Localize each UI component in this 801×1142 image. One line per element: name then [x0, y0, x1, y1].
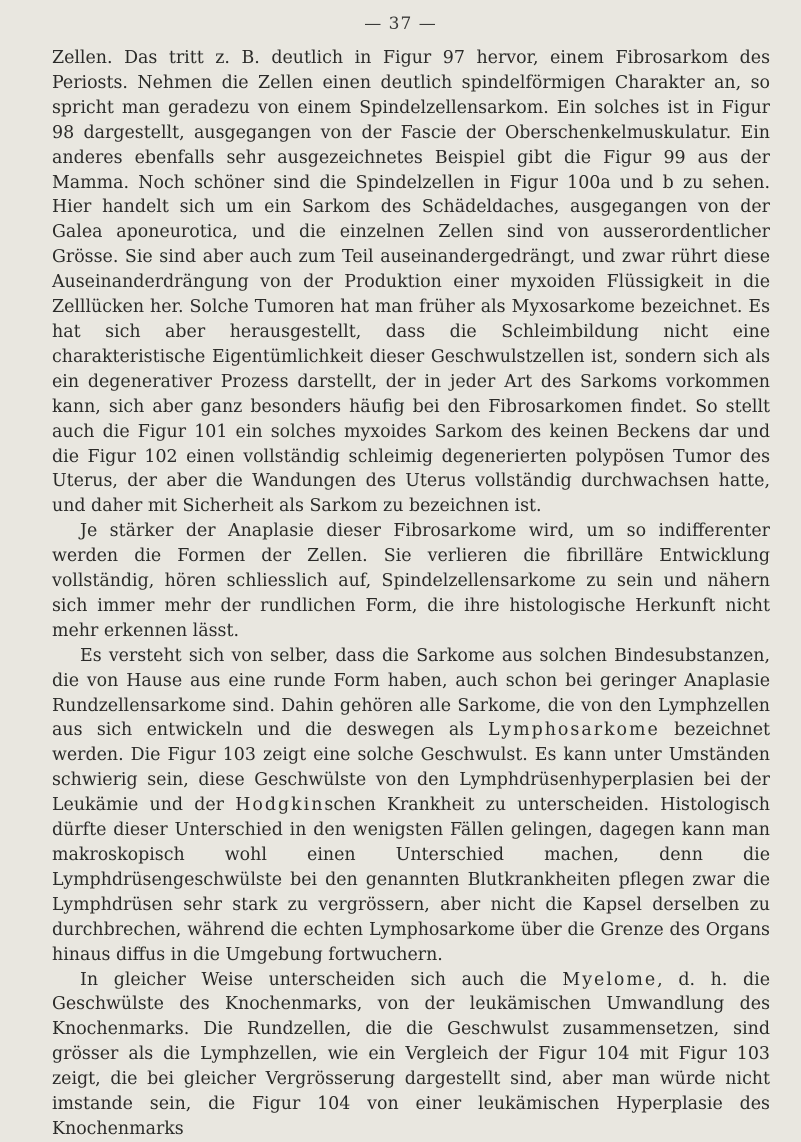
paragraph-2: Je stärker der Anaplasie dieser Fibrosarkome wird, um so indifferenter werden die Formen der Zellen. Sie verlieren die fibrilläre Entwicklung vollständig, hören schliesslich auf, Spindelzellensarkome zu sein und nähern sich immer mehr der rundlichen Form, die ihre histologische Herkunft nicht mehr erkennen lässt.: [52, 521, 770, 641]
term-lymphosarkome: Lymphosarkome: [488, 720, 660, 741]
paragraph-3-part-3: schen Krankheit zu unterscheiden. Histologisch dürfte dieser Unterschied in den wenigsten Fällen gelingen, dagegen kann man makroskopisch wohl einen Unterschied machen, denn die Lymphdrüsengeschwülste bei den genannten Blutkrankheiten pflegen zwar die Lymphdrüsen sehr stark zu vergrössern, aber nicht die Kapsel derselben zu durchbrechen, während die echten Lymphosarkome über die Grenze des Organs hinaus diffus in die Umgebung fortwuchern.: [52, 795, 770, 965]
term-myelome: Myelome: [562, 969, 658, 990]
body-text: [52, 46, 770, 1142]
page-number: — 37 —: [364, 14, 437, 34]
paragraph-1: Zellen. Das tritt z. B. deutlich in Figur 97 hervor, einem Fibrosarkom des Periosts. Nehmen die Zellen einen deutlich spindelförmigen Charakter an, so spricht man geradezu von einem Spindelzellensarkom. Ein solches ist in Figur 98 dargestellt, ausgegangen von der Fascie der Oberschenkelmuskulatur. Ein anderes ebenfalls sehr ausgezeichnetes Beispiel gibt die Figur 99 aus der Mamma. Noch schöner sind die Spindelzellen in Figur 100a und b zu sehen. Hier handelt sich um ein Sarkom des Schädeldaches, ausgegangen von der Galea aponeurotica, und die einzelnen Zellen sind von ausserordentlicher Grösse. Sie sind aber auch zum Teil auseinandergedrängt, und zwar rührt diese Auseinanderdrängung von der Produktion einer myxoiden Flüssigkeit in die Zelllücken her. Solche Tumoren hat man früher als Myxosarkome bezeichnet. Es hat sich aber herausgestellt, dass die Schleimbildung nicht eine charakteristische Eigentümlichkeit dieser Geschwulstzellen ist, sondern sich als ein degenerativer Prozess darstellt, der in jeder Art des Sarkoms vorkommen kann, sich aber ganz besonders häufig bei den Fibrosarkomen findet. So stellt auch die Figur 101 ein solches myxoides Sarkom des keinen Beckens dar und die Figur 102 einen vollständig schleimig degenerierten polypösen Tumor des Uterus, der aber die Wandungen des Uterus vollständig durchwachsen hatte, und daher mit Sicherheit als Sarkom zu bezeichnen ist.: [52, 48, 770, 517]
paragraph-4-part-1: In gleicher Weise unterscheiden sich auch die: [80, 969, 563, 990]
name-hodgkin: Hodgkin: [235, 795, 325, 816]
paragraph-4-part-2: , d. h. die Geschwülste des Knochenmarks, von der leukämischen Umwandlung des Knochenmarks. Die Rundzellen, die die Geschwulst zusammensetzen, sind grösser als die Lymphzellen, wie ein Vergleich der Figur 104 mit Figur 103 zeigt, die bei gleicher Vergrösserung dargestellt sind, aber man würde nicht imstande sein, die Figur 104 von einer leukämischen Hyperplasie des Knochenmarks: [52, 969, 770, 1139]
paragraph-4: [52, 968, 770, 1142]
paragraph-3-part-2: bezeichnet werden. Die Figur 103 zeigt eine solche Geschwulst. Es kann unter Umständen schwierig sein, diese Geschwülste von den Lymphdrüsenhyperplasien bei der Leukämie und der: [52, 720, 771, 816]
paragraph-3-part-1: Es versteht sich von selber, dass die Sarkome aus solchen Bindesubstanzen, die von Hause aus eine runde Form haben, auch schon bei geringer Anaplasie Rundzellensarkome sind. Dahin gehören alle Sarkome, die von den Lymphzellen aus sich entwickeln und die deswegen als: [52, 645, 770, 741]
paragraph-3: [52, 644, 770, 968]
